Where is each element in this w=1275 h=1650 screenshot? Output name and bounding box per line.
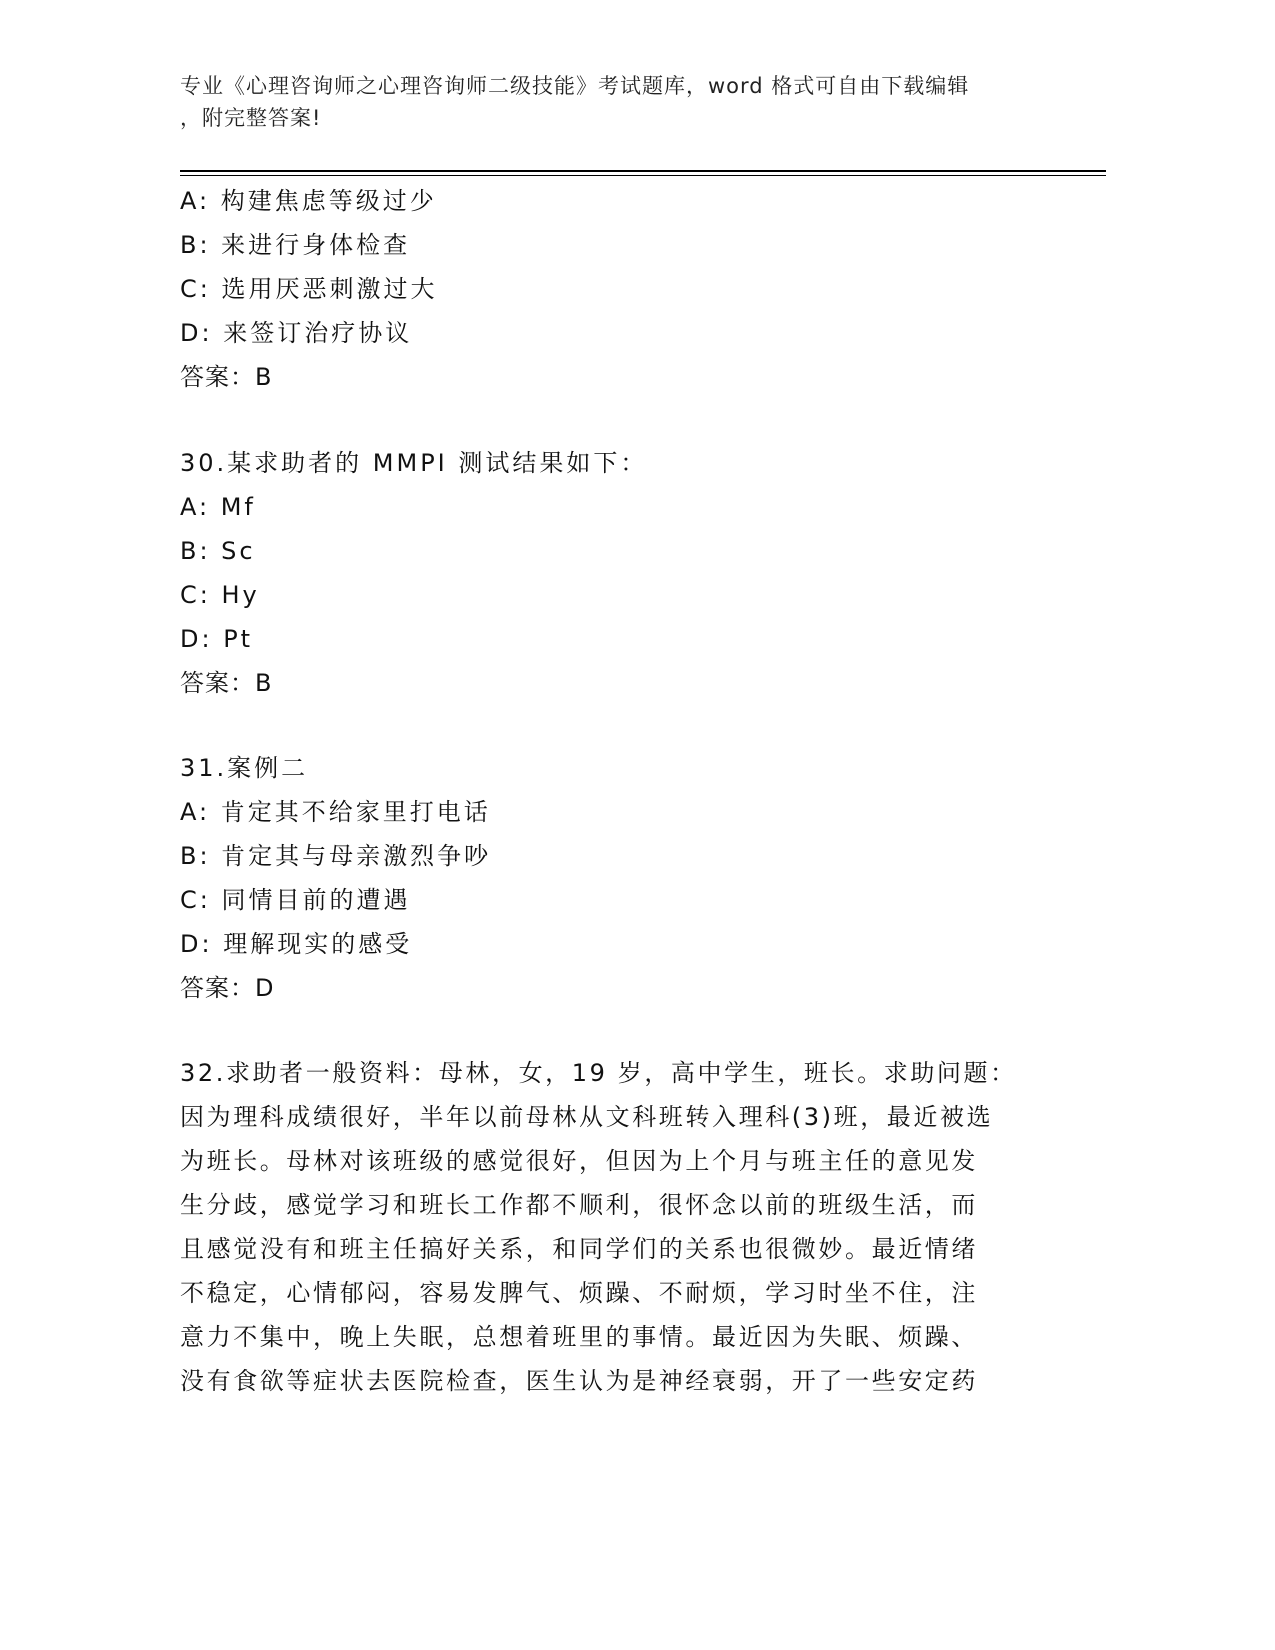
paragraph-line: 32.求助者一般资料：母林，女，19 岁，高中学生，班长。求助问题： [180,1059,1017,1087]
option-d: D: Pt [180,625,254,653]
option-b: B: 来进行身体检查 [180,231,411,259]
question-text: 30.某求助者的 MMPI 测试结果如下： [180,449,648,477]
question-30 [180,441,647,705]
option-c: C: 同情目前的遭遇 [180,886,411,914]
option-a: A: Mf [180,493,256,521]
paragraph-line: 生分歧，感觉学习和班长工作都不顺利，很怀念以前的班级生活，而 [180,1191,978,1219]
option-b: B: 肯定其与母亲激烈争吵 [180,842,492,870]
document-header [180,70,969,134]
option-c: C: Hy [180,581,260,609]
paragraph-line: 为班长。母林对该班级的感觉很好，但因为上个月与班主任的意见发 [180,1147,978,1175]
option-c: C: 选用厌恶刺激过大 [180,275,438,303]
answer: 答案：B [180,363,273,391]
option-b: B: Sc [180,537,256,565]
paragraph-line: 没有食欲等症状去医院检查，医生认为是神经衰弱，开了一些安定药 [180,1367,978,1395]
header-line-2: ，附完整答案! [180,106,322,130]
question-32 [180,1051,1017,1403]
answer: 答案：D [180,974,275,1002]
paragraph-line: 因为理科成绩很好，半年以前母林从文科班转入理科(3)班，最近被选 [180,1103,994,1131]
header-divider [180,170,1106,176]
question-31 [180,746,491,1010]
option-a: A: 构建焦虑等级过少 [180,187,437,215]
answer: 答案：B [180,669,273,697]
paragraph-line: 意力不集中，晚上失眠，总想着班里的事情。最近因为失眠、烦躁、 [180,1323,978,1351]
option-d: D: 来签订治疗协议 [180,319,413,347]
question-text: 31.案例二 [180,754,309,782]
header-line-1: 专业《心理咨询师之心理咨询师二级技能》考试题库，word 格式可自由下载编辑 [180,74,970,98]
paragraph-line: 且感觉没有和班主任搞好关系，和同学们的关系也很微妙。最近情绪 [180,1235,978,1263]
option-d: D: 理解现实的感受 [180,930,413,958]
option-a: A: 肯定其不给家里打电话 [180,798,491,826]
question-29 [180,179,437,399]
paragraph-line: 不稳定，心情郁闷，容易发脾气、烦躁、不耐烦，学习时坐不住，注 [180,1279,978,1307]
